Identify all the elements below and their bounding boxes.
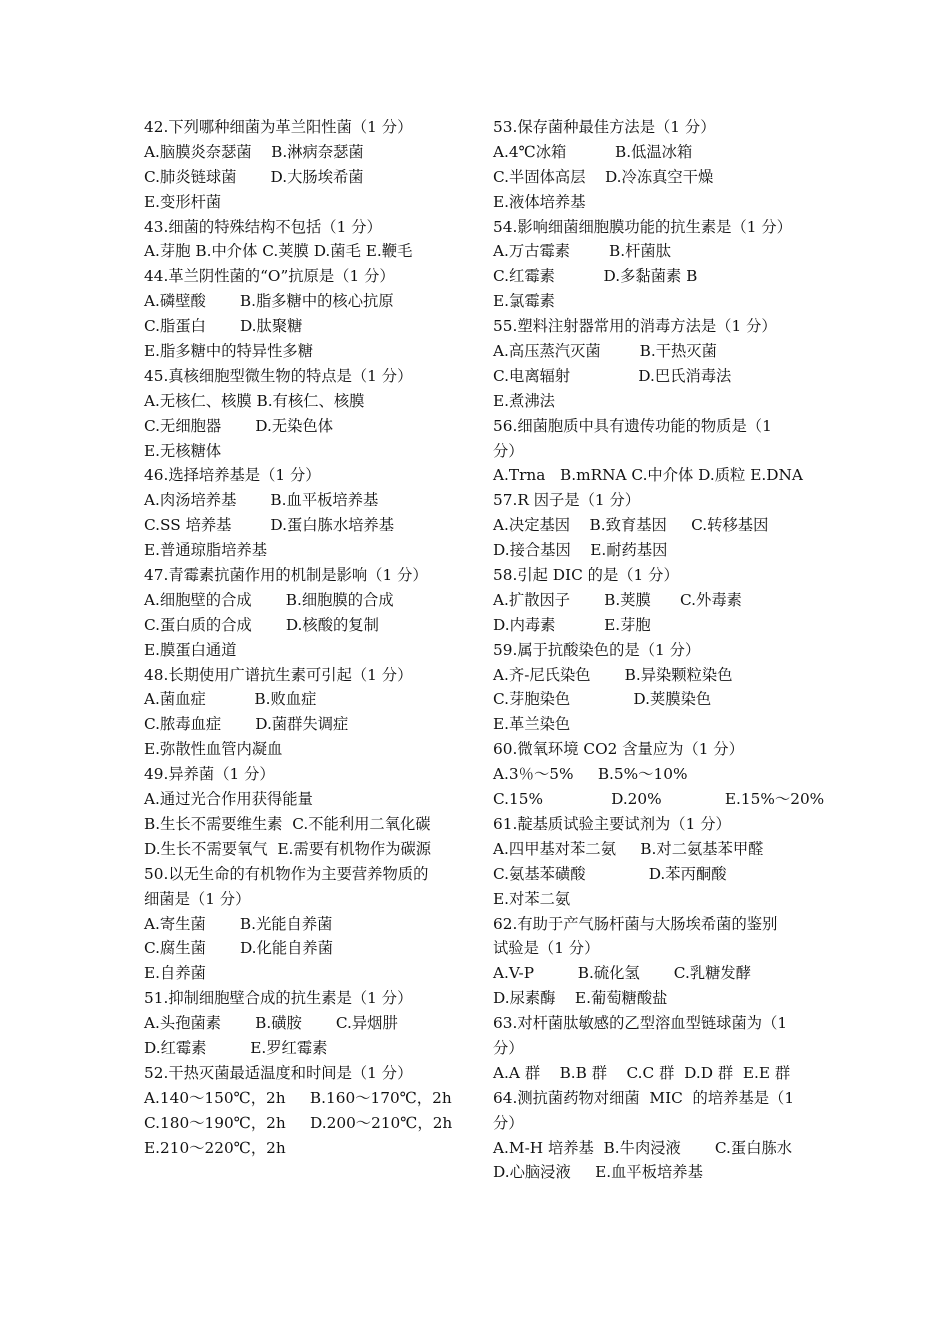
question-text-line: 46.选择培养基是（1 分） <box>144 466 321 485</box>
question-text-line: D.红霉素 E.罗红霉素 <box>144 1038 328 1057</box>
question-text-line: 52.干热灭菌最适温度和时间是（1 分） <box>144 1063 413 1082</box>
question-text-line: 45.真核细胞型微生物的特点是（1 分） <box>144 366 413 385</box>
question-text-line: E.革兰染色 <box>493 715 571 734</box>
question-text-line: 分） <box>493 1038 524 1057</box>
question-text-line: C.氨基苯磺酸 D.苯丙酮酸 <box>493 864 727 883</box>
question-text-line: 49.异养菌（1 分） <box>144 765 275 784</box>
question-text-line: 63.对杆菌肽敏感的乙型溶血型链球菌为（1 <box>493 1014 788 1033</box>
question-text-line: C.红霉素 D.多黏菌素 B <box>493 267 698 286</box>
question-text-line: A.通过光合作用获得能量 <box>144 790 313 809</box>
question-text-line: C.SS 培养基 D.蛋白胨水培养基 <box>144 516 395 535</box>
question-text-line: C.蛋白质的合成 D.核酸的复制 <box>144 615 379 634</box>
question-text-line: A.M-H 培养基 B.牛肉浸液 C.蛋白胨水 <box>493 1138 793 1157</box>
question-text-line: A.140～150℃，2h B.160～170℃，2h <box>144 1088 452 1107</box>
question-text-line: C.芽胞染色 D.荚膜染色 <box>493 690 712 709</box>
question-text-line: 61.靛基质试验主要试剂为（1 分） <box>493 814 731 833</box>
question-text-line: E.氯霉素 <box>493 292 555 311</box>
question-text-line: A.脑膜炎奈瑟菌 B.淋病奈瑟菌 <box>144 142 364 161</box>
question-text-line: A.肉汤培养基 B.血平板培养基 <box>144 491 379 510</box>
question-text-line: A.无核仁、核膜 B.有核仁、核膜 <box>144 391 365 410</box>
question-text-line: E.液体培养基 <box>493 192 586 211</box>
question-text-line: A.头孢菌素 B.磺胺 C.异烟肼 <box>144 1014 398 1033</box>
question-text-line: 62.有助于产气肠杆菌与大肠埃希菌的鉴别 <box>493 914 778 933</box>
question-text-line: A.寄生菌 B.光能自养菌 <box>144 914 333 933</box>
question-text-line: 56.细菌胞质中具有遗传功能的物质是（1 <box>493 416 772 435</box>
question-text-line: E.无核糖体 <box>144 441 222 460</box>
question-text-line: D.心脑浸液 E.血平板培养基 <box>493 1163 703 1182</box>
question-text-line: A.四甲基对苯二氨 B.对二氨基苯甲醛 <box>493 839 764 858</box>
question-text-line: A.万古霉素 B.杆菌肽 <box>493 242 671 261</box>
question-text-line: C.无细胞器 D.无染色体 <box>144 416 334 435</box>
question-text-line: A.高压蒸汽灭菌 B.干热灭菌 <box>493 342 717 361</box>
question-text-line: 42.下列哪种细菌为革兰阳性菌（1 分） <box>144 118 413 136</box>
question-text-line: 60.微氧环境 CO2 含量应为（1 分） <box>493 740 744 759</box>
question-text-line: C.15% D.20% E.15%～20% <box>493 790 825 809</box>
question-text-line: 试验是（1 分） <box>493 939 600 958</box>
question-text-line: 59.属于抗酸染色的是（1 分） <box>493 640 701 659</box>
question-text-line: A.V-P B.硫化氢 C.乳糖发酵 <box>493 964 752 983</box>
question-text-line: D.尿素酶 E.葡萄糖酸盐 <box>493 989 668 1008</box>
question-text-line: D.内毒素 E.芽胞 <box>493 615 651 634</box>
question-text-line: 43.细菌的特殊结构不包括（1 分） <box>144 217 382 236</box>
question-text-line: E.210～220℃，2h <box>144 1138 286 1157</box>
question-text-line: A.4℃冰箱 B.低温冰箱 <box>493 142 693 161</box>
question-text-line: A.扩散因子 B.荚膜 C.外毒素 <box>493 590 742 609</box>
question-text-line: A.菌血症 B.败血症 <box>144 690 317 709</box>
question-text-line: 48.长期使用广谱抗生素可引起（1 分） <box>144 665 413 684</box>
question-text-line: A.齐-尼氏染色 B.异染颗粒染色 <box>493 665 733 684</box>
question-text-line: A.磷壁酸 B.脂多糖中的核心抗原 <box>144 292 394 311</box>
question-text-line: E.煮沸法 <box>493 391 555 410</box>
question-text-line: D.生长不需要氧气 E.需要有机物作为碳源 <box>144 839 432 858</box>
question-text-line: 细菌是（1 分） <box>144 889 251 908</box>
question-text-line: A.芽胞 B.中介体 C.荚膜 D.菌毛 E.鞭毛 <box>144 242 413 261</box>
question-text-line: 44.革兰阴性菌的“O”抗原是（1 分） <box>144 267 395 286</box>
question-text-line: 54.影响细菌细胞膜功能的抗生素是（1 分） <box>493 217 792 236</box>
question-text-line: 47.青霉素抗菌作用的机制是影响（1 分） <box>144 566 428 585</box>
question-text-line: 57.R 因子是（1 分） <box>493 491 641 510</box>
question-text-line: D.接合基因 E.耐药基因 <box>493 541 668 560</box>
question-text-line: C.肺炎链球菌 D.大肠埃希菌 <box>144 167 364 186</box>
question-text-line: C.脓毒血症 D.菌群失调症 <box>144 715 349 734</box>
question-text-line: E.膜蛋白通道 <box>144 640 237 659</box>
question-text-line: C.腐生菌 D.化能自养菌 <box>144 939 334 958</box>
left-question-column <box>144 115 466 1160</box>
question-text-line: A.Trna B.mRNA C.中介体 D.质粒 E.DNA <box>493 466 803 485</box>
question-text-line: A.3％～5% B.5%～10% <box>493 765 688 784</box>
question-text-line: E.普通琼脂培养基 <box>144 541 268 560</box>
question-text-line: 58.引起 DIC 的是（1 分） <box>493 566 679 585</box>
right-question-column <box>493 115 825 1185</box>
question-text-line: C.180～190℃，2h D.200～210℃，2h <box>144 1113 453 1132</box>
question-text-line: E.弥散性血管内凝血 <box>144 740 283 759</box>
question-text-line: A.细胞壁的合成 B.细胞膜的合成 <box>144 590 394 609</box>
question-text-line: E.脂多糖中的特异性多糖 <box>144 342 313 361</box>
question-text-line: C.电离辐射 D.巴氏消毒法 <box>493 366 732 385</box>
question-text-line: A.决定基因 B.致育基因 C.转移基因 <box>493 516 769 535</box>
question-text-line: 64.测抗菌药物对细菌 MIC 的培养基是（1 <box>493 1088 795 1107</box>
question-text-line: E.自养菌 <box>144 964 206 983</box>
question-text-line: B.生长不需要维生素 C.不能利用二氧化碳 <box>144 814 431 833</box>
question-text-line: 分） <box>493 1113 524 1132</box>
question-text-line: C.半固体高层 D.冷冻真空干燥 <box>493 167 714 186</box>
question-text-line: E.对苯二氨 <box>493 889 571 908</box>
question-text-line: A.A 群 B.B 群 C.C 群 D.D 群 E.E 群 <box>493 1063 791 1082</box>
question-text-line: 55.塑料注射器常用的消毒方法是（1 分） <box>493 317 777 336</box>
question-text-line: 51.抑制细胞壁合成的抗生素是（1 分） <box>144 989 413 1008</box>
question-text-line: 分） <box>493 441 524 460</box>
question-text-line: 53.保存菌种最佳方法是（1 分） <box>493 118 716 136</box>
question-text-line: C.脂蛋白 D.肽聚糖 <box>144 317 303 336</box>
question-text-line: 50.以无生命的有机物作为主要营养物质的 <box>144 864 429 883</box>
question-text-line: E.变形杆菌 <box>144 192 222 211</box>
